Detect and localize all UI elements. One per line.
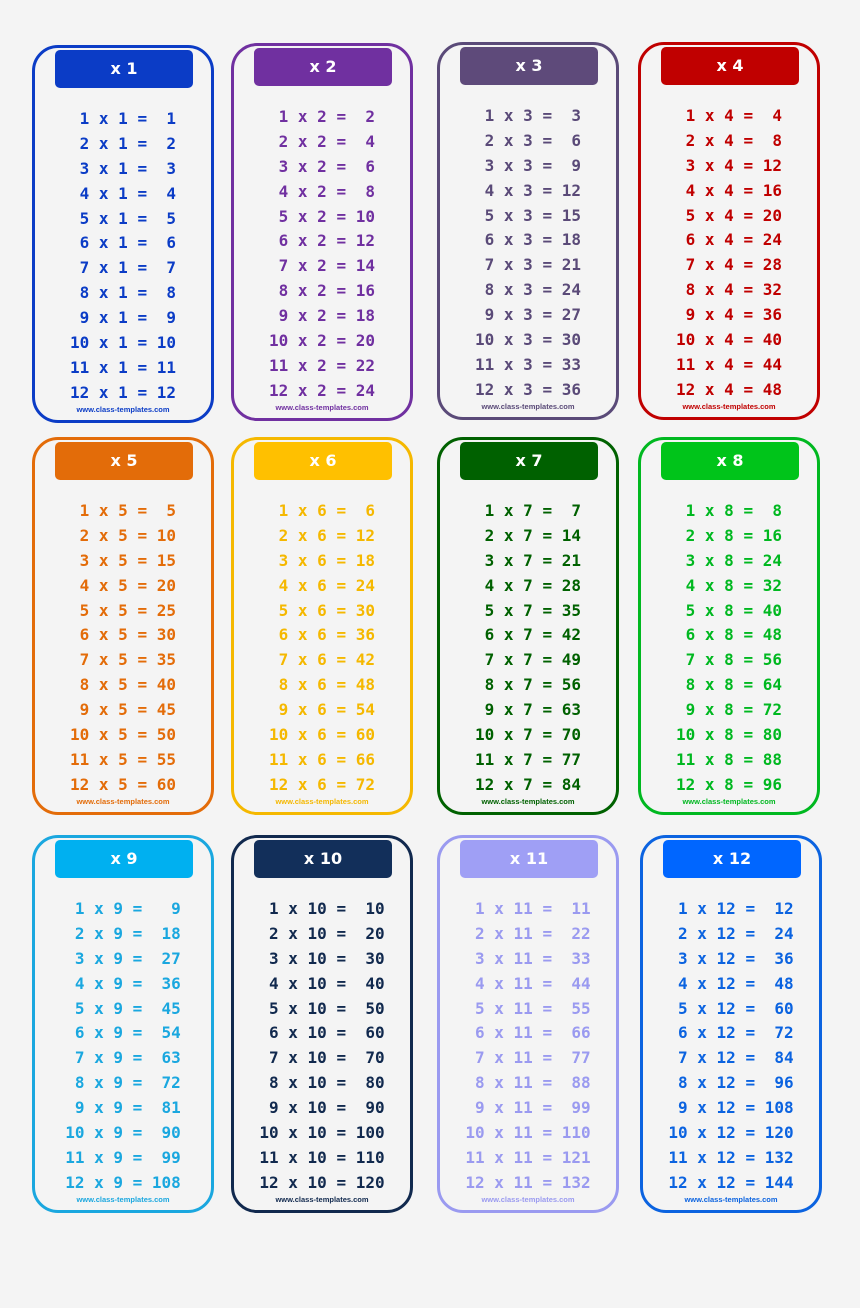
equation-row: 10 x 2 = 20 bbox=[269, 331, 375, 351]
equation-row: 3 x 2 = 6 bbox=[269, 156, 375, 176]
equation-row: 12 x 12 = 144 bbox=[668, 1172, 794, 1192]
equation-row: 8 x 12 = 96 bbox=[668, 1073, 794, 1093]
equation-row: 3 x 12 = 36 bbox=[668, 948, 794, 968]
equation-list bbox=[440, 897, 616, 1196]
equation-row: 1 x 8 = 8 bbox=[676, 501, 782, 520]
equation-row: 2 x 6 = 12 bbox=[269, 525, 375, 545]
equation-row: 12 x 11 = 132 bbox=[465, 1172, 591, 1192]
equation-row: 3 x 3 = 9 bbox=[475, 155, 581, 175]
equation-row: 1 x 2 = 2 bbox=[269, 107, 375, 126]
equation-row: 3 x 11 = 33 bbox=[465, 948, 591, 968]
equation-row: 4 x 7 = 28 bbox=[475, 575, 581, 595]
equation-row: 4 x 8 = 32 bbox=[676, 575, 782, 595]
equation-row: 1 x 3 = 3 bbox=[475, 106, 581, 125]
equation-row: 1 x 10 = 10 bbox=[259, 899, 385, 918]
equation-row: 11 x 7 = 77 bbox=[475, 749, 581, 769]
equation-row: 5 x 8 = 40 bbox=[676, 600, 782, 620]
footer-url: www.class-templates.com bbox=[275, 403, 369, 412]
equation-row: 10 x 7 = 70 bbox=[475, 725, 581, 745]
equation-row: 12 x 4 = 48 bbox=[676, 379, 782, 399]
equation-row: 4 x 2 = 8 bbox=[269, 181, 375, 201]
equation-row: 9 x 9 = 81 bbox=[65, 1098, 181, 1118]
equation-row: 7 x 3 = 21 bbox=[475, 255, 581, 275]
equation-row: 9 x 7 = 63 bbox=[475, 700, 581, 720]
equation-row: 10 x 8 = 80 bbox=[676, 725, 782, 745]
card-title: x 6 bbox=[254, 442, 392, 480]
equation-row: 6 x 9 = 54 bbox=[65, 1023, 181, 1043]
equation-row: 6 x 4 = 24 bbox=[676, 230, 782, 250]
equation-list bbox=[641, 499, 817, 798]
equation-row: 5 x 4 = 20 bbox=[676, 205, 782, 225]
equation-row: 4 x 6 = 24 bbox=[269, 575, 375, 595]
equation-row: 9 x 2 = 18 bbox=[269, 306, 375, 326]
times-table-card-8 bbox=[638, 437, 820, 815]
equation-row: 7 x 12 = 84 bbox=[668, 1048, 794, 1068]
equation-row: 4 x 4 = 16 bbox=[676, 180, 782, 200]
card-title: x 5 bbox=[55, 442, 193, 480]
equation-row: 3 x 9 = 27 bbox=[65, 948, 181, 968]
card-title: x 3 bbox=[460, 47, 598, 85]
card-title: x 1 bbox=[55, 50, 193, 88]
equation-row: 3 x 6 = 18 bbox=[269, 550, 375, 570]
equation-row: 9 x 12 = 108 bbox=[668, 1098, 794, 1118]
equation-row: 12 x 6 = 72 bbox=[269, 774, 375, 794]
equation-list bbox=[35, 499, 211, 798]
equation-list bbox=[234, 105, 410, 404]
equation-row: 4 x 12 = 48 bbox=[668, 973, 794, 993]
equation-row: 5 x 1 = 5 bbox=[70, 208, 176, 228]
equation-row: 11 x 3 = 33 bbox=[475, 354, 581, 374]
equation-row: 12 x 1 = 12 bbox=[70, 382, 176, 402]
times-table-card-11 bbox=[437, 835, 619, 1213]
equation-row: 6 x 8 = 48 bbox=[676, 625, 782, 645]
footer-url: www.class-templates.com bbox=[275, 797, 369, 806]
equation-row: 9 x 10 = 90 bbox=[259, 1098, 385, 1118]
equation-row: 4 x 9 = 36 bbox=[65, 973, 181, 993]
equation-row: 6 x 7 = 42 bbox=[475, 625, 581, 645]
equation-row: 10 x 1 = 10 bbox=[70, 333, 176, 353]
equation-row: 10 x 3 = 30 bbox=[475, 330, 581, 350]
equation-row: 10 x 5 = 50 bbox=[70, 725, 176, 745]
equation-row: 6 x 3 = 18 bbox=[475, 230, 581, 250]
times-table-card-7 bbox=[437, 437, 619, 815]
equation-row: 1 x 11 = 11 bbox=[465, 899, 591, 918]
equation-row: 1 x 5 = 5 bbox=[70, 501, 176, 520]
equation-row: 5 x 5 = 25 bbox=[70, 600, 176, 620]
equation-list bbox=[643, 897, 819, 1196]
equation-row: 2 x 1 = 2 bbox=[70, 133, 176, 153]
equation-row: 8 x 11 = 88 bbox=[465, 1073, 591, 1093]
equation-row: 7 x 9 = 63 bbox=[65, 1048, 181, 1068]
card-title: x 2 bbox=[254, 48, 392, 86]
equation-row: 9 x 5 = 45 bbox=[70, 700, 176, 720]
card-title: x 8 bbox=[661, 442, 799, 480]
equation-row: 9 x 6 = 54 bbox=[269, 700, 375, 720]
equation-list bbox=[35, 107, 211, 406]
equation-row: 6 x 10 = 60 bbox=[259, 1023, 385, 1043]
equation-row: 6 x 12 = 72 bbox=[668, 1023, 794, 1043]
equation-row: 2 x 5 = 10 bbox=[70, 525, 176, 545]
equation-row: 12 x 7 = 84 bbox=[475, 774, 581, 794]
equation-row: 11 x 6 = 66 bbox=[269, 749, 375, 769]
times-table-card-9 bbox=[32, 835, 214, 1213]
times-table-card-1 bbox=[32, 45, 214, 423]
times-table-card-10 bbox=[231, 835, 413, 1213]
equation-row: 12 x 2 = 24 bbox=[269, 380, 375, 400]
equation-row: 1 x 4 = 4 bbox=[676, 106, 782, 125]
equation-row: 8 x 4 = 32 bbox=[676, 280, 782, 300]
footer-url: www.class-templates.com bbox=[275, 1195, 369, 1204]
equation-row: 8 x 2 = 16 bbox=[269, 281, 375, 301]
equation-row: 9 x 1 = 9 bbox=[70, 308, 176, 328]
equation-row: 4 x 5 = 20 bbox=[70, 575, 176, 595]
equation-row: 2 x 9 = 18 bbox=[65, 923, 181, 943]
footer-url: www.class-templates.com bbox=[682, 402, 776, 411]
footer-url: www.class-templates.com bbox=[684, 1195, 778, 1204]
footer-url: www.class-templates.com bbox=[76, 405, 170, 414]
equation-row: 2 x 3 = 6 bbox=[475, 130, 581, 150]
equation-row: 2 x 10 = 20 bbox=[259, 923, 385, 943]
equation-row: 9 x 8 = 72 bbox=[676, 700, 782, 720]
equation-row: 3 x 5 = 15 bbox=[70, 550, 176, 570]
equation-row: 8 x 6 = 48 bbox=[269, 675, 375, 695]
equation-row: 1 x 6 = 6 bbox=[269, 501, 375, 520]
equation-row: 12 x 3 = 36 bbox=[475, 379, 581, 399]
equation-row: 1 x 1 = 1 bbox=[70, 109, 176, 128]
equation-row: 9 x 3 = 27 bbox=[475, 305, 581, 325]
footer-url: www.class-templates.com bbox=[76, 1195, 170, 1204]
equation-row: 7 x 5 = 35 bbox=[70, 650, 176, 670]
equation-row: 6 x 2 = 12 bbox=[269, 231, 375, 251]
footer-url: www.class-templates.com bbox=[481, 402, 575, 411]
card-title: x 9 bbox=[55, 840, 193, 878]
card-title: x 7 bbox=[460, 442, 598, 480]
equation-row: 3 x 8 = 24 bbox=[676, 550, 782, 570]
card-title: x 12 bbox=[663, 840, 801, 878]
equation-row: 4 x 1 = 4 bbox=[70, 183, 176, 203]
equation-row: 8 x 5 = 40 bbox=[70, 675, 176, 695]
equation-row: 7 x 10 = 70 bbox=[259, 1048, 385, 1068]
equation-row: 3 x 7 = 21 bbox=[475, 550, 581, 570]
equation-row: 11 x 8 = 88 bbox=[676, 749, 782, 769]
equation-row: 10 x 9 = 90 bbox=[65, 1123, 181, 1143]
equation-row: 6 x 6 = 36 bbox=[269, 625, 375, 645]
equation-list bbox=[440, 499, 616, 798]
equation-row: 12 x 9 = 108 bbox=[65, 1172, 181, 1192]
equation-row: 7 x 11 = 77 bbox=[465, 1048, 591, 1068]
equation-row: 2 x 7 = 14 bbox=[475, 525, 581, 545]
equation-row: 7 x 7 = 49 bbox=[475, 650, 581, 670]
equation-row: 5 x 10 = 50 bbox=[259, 998, 385, 1018]
equation-row: 8 x 3 = 24 bbox=[475, 280, 581, 300]
equation-row: 5 x 12 = 60 bbox=[668, 998, 794, 1018]
equation-row: 6 x 1 = 6 bbox=[70, 233, 176, 253]
equation-row: 7 x 6 = 42 bbox=[269, 650, 375, 670]
equation-row: 2 x 2 = 4 bbox=[269, 131, 375, 151]
footer-url: www.class-templates.com bbox=[481, 797, 575, 806]
equation-row: 9 x 4 = 36 bbox=[676, 305, 782, 325]
equation-row: 5 x 6 = 30 bbox=[269, 600, 375, 620]
footer-url: www.class-templates.com bbox=[682, 797, 776, 806]
equation-row: 3 x 10 = 30 bbox=[259, 948, 385, 968]
times-table-card-2 bbox=[231, 43, 413, 421]
equation-list bbox=[35, 897, 211, 1196]
equation-row: 2 x 11 = 22 bbox=[465, 923, 591, 943]
equation-row: 11 x 9 = 99 bbox=[65, 1147, 181, 1167]
equation-row: 4 x 10 = 40 bbox=[259, 973, 385, 993]
card-title: x 11 bbox=[460, 840, 598, 878]
equation-row: 5 x 3 = 15 bbox=[475, 205, 581, 225]
equation-row: 8 x 8 = 64 bbox=[676, 675, 782, 695]
equation-row: 5 x 7 = 35 bbox=[475, 600, 581, 620]
equation-row: 7 x 1 = 7 bbox=[70, 258, 176, 278]
equation-row: 8 x 1 = 8 bbox=[70, 283, 176, 303]
equation-list bbox=[234, 897, 410, 1196]
equation-row: 5 x 9 = 45 bbox=[65, 998, 181, 1018]
equation-row: 1 x 12 = 12 bbox=[668, 899, 794, 918]
equation-row: 11 x 11 = 121 bbox=[465, 1147, 591, 1167]
equation-list bbox=[234, 499, 410, 798]
footer-url: www.class-templates.com bbox=[76, 797, 170, 806]
equation-row: 11 x 5 = 55 bbox=[70, 749, 176, 769]
equation-row: 4 x 11 = 44 bbox=[465, 973, 591, 993]
times-table-card-6 bbox=[231, 437, 413, 815]
equation-row: 8 x 7 = 56 bbox=[475, 675, 581, 695]
equation-row: 8 x 10 = 80 bbox=[259, 1073, 385, 1093]
equation-row: 6 x 5 = 30 bbox=[70, 625, 176, 645]
equation-row: 12 x 5 = 60 bbox=[70, 774, 176, 794]
equation-row: 7 x 4 = 28 bbox=[676, 255, 782, 275]
equation-row: 5 x 2 = 10 bbox=[269, 206, 375, 226]
equation-row: 3 x 4 = 12 bbox=[676, 155, 782, 175]
equation-row: 1 x 7 = 7 bbox=[475, 501, 581, 520]
equation-row: 1 x 9 = 9 bbox=[65, 899, 181, 918]
equation-row: 10 x 11 = 110 bbox=[465, 1123, 591, 1143]
equation-row: 10 x 4 = 40 bbox=[676, 330, 782, 350]
times-table-card-12 bbox=[640, 835, 822, 1213]
equation-row: 10 x 10 = 100 bbox=[259, 1123, 385, 1143]
equation-list bbox=[641, 104, 817, 403]
equation-list bbox=[440, 104, 616, 403]
equation-row: 12 x 10 = 120 bbox=[259, 1172, 385, 1192]
equation-row: 6 x 11 = 66 bbox=[465, 1023, 591, 1043]
equation-row: 8 x 9 = 72 bbox=[65, 1073, 181, 1093]
equation-row: 3 x 1 = 3 bbox=[70, 158, 176, 178]
card-title: x 4 bbox=[661, 47, 799, 85]
equation-row: 11 x 1 = 11 bbox=[70, 357, 176, 377]
equation-row: 4 x 3 = 12 bbox=[475, 180, 581, 200]
equation-row: 5 x 11 = 55 bbox=[465, 998, 591, 1018]
equation-row: 7 x 2 = 14 bbox=[269, 256, 375, 276]
card-title: x 10 bbox=[254, 840, 392, 878]
equation-row: 2 x 12 = 24 bbox=[668, 923, 794, 943]
equation-row: 11 x 2 = 22 bbox=[269, 355, 375, 375]
equation-row: 2 x 4 = 8 bbox=[676, 130, 782, 150]
times-table-card-4 bbox=[638, 42, 820, 420]
equation-row: 9 x 11 = 99 bbox=[465, 1098, 591, 1118]
equation-row: 2 x 8 = 16 bbox=[676, 525, 782, 545]
equation-row: 7 x 8 = 56 bbox=[676, 650, 782, 670]
times-table-card-3 bbox=[437, 42, 619, 420]
equation-row: 10 x 6 = 60 bbox=[269, 725, 375, 745]
equation-row: 11 x 12 = 132 bbox=[668, 1147, 794, 1167]
equation-row: 12 x 8 = 96 bbox=[676, 774, 782, 794]
equation-row: 10 x 12 = 120 bbox=[668, 1123, 794, 1143]
footer-url: www.class-templates.com bbox=[481, 1195, 575, 1204]
equation-row: 11 x 4 = 44 bbox=[676, 354, 782, 374]
times-table-card-5 bbox=[32, 437, 214, 815]
equation-row: 11 x 10 = 110 bbox=[259, 1147, 385, 1167]
